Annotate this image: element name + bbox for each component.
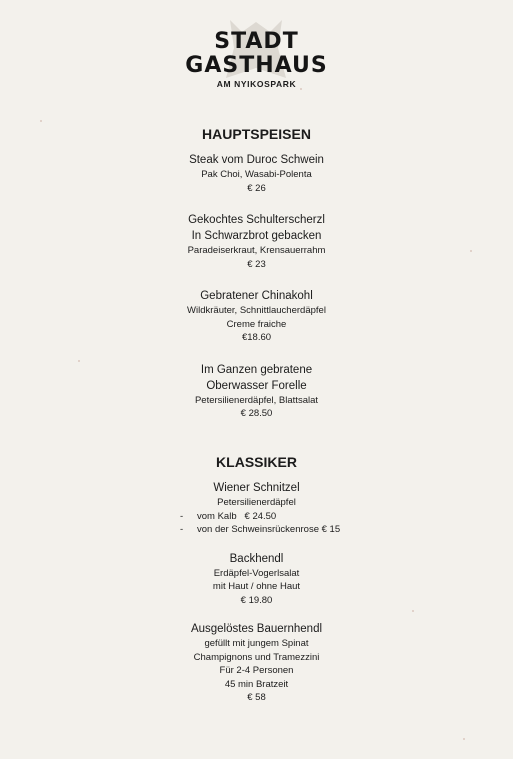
dish-description: Creme fraiche (226, 318, 287, 330)
paper-speck (40, 120, 42, 122)
dish-price: € 58 (247, 692, 266, 703)
dish-price: € 23 (247, 258, 266, 270)
menu-item (0, 212, 513, 271)
menu-item (0, 288, 513, 345)
restaurant-logo (0, 18, 513, 89)
dish-name: Backhendl (229, 552, 284, 565)
dish-description: Petersilienerdäpfel (217, 497, 296, 508)
dish-name: Im Ganzen gebratene (200, 363, 313, 376)
dish-description: Erdäpfel-Vogerlsalat (213, 567, 300, 579)
dish-description: Für 2-4 Personen (219, 665, 294, 676)
dish-price: € 28.50 (240, 408, 273, 419)
dish-description: 45 min Bratzeit (224, 678, 289, 690)
dish-description: Petersilienerdäpfel, Blattsalat (194, 394, 319, 406)
dish-name: Ausgelöstes Bauernhendl (190, 623, 323, 635)
section-hauptspeisen (0, 125, 513, 421)
dish-description: Wildkräuter, Schnittlaucherdäpfel (187, 305, 326, 316)
dish-description: gefüllt mit jungem Spinat (204, 638, 309, 649)
dish-price: € 19.80 (240, 594, 273, 606)
menu-item (0, 621, 513, 705)
menu-item (0, 480, 513, 537)
menu-item (0, 362, 513, 421)
price-variant (0, 510, 513, 524)
dish-name: In Schwarzbrot gebacken (191, 230, 322, 242)
dish-description: Pak Choi, Wasabi-Polenta (201, 169, 312, 180)
section-title: HAUPTSPEISEN (202, 126, 311, 142)
dish-name: Gebratener Chinakohl (200, 290, 313, 302)
logo-text-line1: STADT (214, 29, 299, 54)
menu-item (0, 551, 513, 608)
logo-subtitle: AM NYIKOSPARK (216, 79, 297, 89)
variant-text: vom Kalb € 24.50 (197, 510, 277, 522)
dish-price: €18.60 (241, 332, 272, 343)
bullet-dash: - (180, 510, 184, 522)
dish-description: Champignons und Tramezzini (193, 651, 320, 663)
section-title: KLASSIKER (216, 454, 297, 470)
paper-speck (463, 738, 465, 740)
dish-name: Oberwasser Forelle (206, 379, 307, 392)
variant-text: von der Schweinsrückenrose € 15 (197, 524, 341, 535)
dish-name: Steak vom Duroc Schwein (189, 154, 324, 166)
dish-description: Paradeiserkraut, Krensauerrahm (187, 245, 326, 256)
dish-name: Wiener Schnitzel (213, 482, 300, 494)
dish-price: € 26 (247, 182, 266, 194)
dish-description: mit Haut / ohne Haut (212, 581, 301, 592)
section-klassiker (0, 453, 513, 705)
dish-name: Gekochtes Schulterscherzl (188, 214, 325, 226)
price-variant (0, 523, 513, 537)
bullet-dash: - (180, 524, 184, 535)
menu-item (0, 152, 513, 195)
logo-text-line2: GASTHAUS (185, 53, 328, 78)
